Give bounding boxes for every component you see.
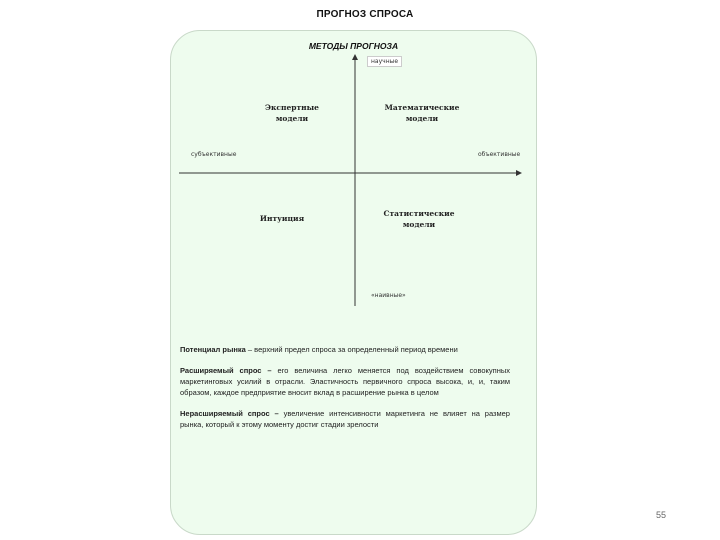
quadrant-line: Экспертные: [265, 103, 319, 112]
axes-diagram: [171, 31, 538, 331]
axis-label-subjective: субъективные: [191, 151, 237, 158]
axis-label-objective: объективные: [478, 151, 521, 158]
quadrant-statistical-models: [364, 209, 474, 231]
page-number: 55: [656, 510, 667, 520]
quadrant-line: Статистические: [383, 209, 455, 218]
definition-term: Нерасширяемый спрос –: [180, 409, 279, 418]
quadrant-expert-models: [237, 103, 347, 125]
definition-expandable-demand: [180, 365, 510, 398]
definition-text: увеличение интенсивности маркетинга не влияет на размер рынка, который к этому моменту достиг стадии зрелости: [180, 409, 510, 429]
quadrant-line: модели: [402, 219, 436, 229]
definition-term: Расширяемый спрос –: [180, 366, 272, 375]
content-panel: [170, 30, 537, 535]
axis-label-scientific: научные: [367, 56, 402, 67]
definition-market-potential: [180, 344, 510, 355]
quadrant-intuition: [227, 214, 337, 225]
quadrant-math-models: [367, 103, 477, 125]
quadrant-line: модели: [405, 113, 439, 123]
definition-nonexpandable-demand: [180, 408, 510, 430]
axis-label-naive: «наивные»: [371, 292, 406, 299]
quadrant-line: модели: [275, 113, 309, 123]
diagram-title: МЕТОДЫ ПРОГНОЗА: [308, 41, 399, 51]
page-title: ПРОГНОЗ СПРОСА: [316, 9, 414, 20]
quadrant-line: Математические: [384, 103, 460, 112]
quadrant-line: Интуиция: [259, 214, 305, 223]
definition-term: Потенциал рынка: [180, 345, 246, 354]
definition-text: – верхний предел спроса за определенный период времени: [245, 345, 458, 354]
definitions-text: [180, 344, 510, 440]
definition-text: его величина легко меняется под воздействием совокупных маркетинговых усилий в отрасли. Эластичность первичного спроса высока, и, и, таким образом, каждое предприятие вносит вклад в расширение рынка в целом: [180, 366, 510, 397]
